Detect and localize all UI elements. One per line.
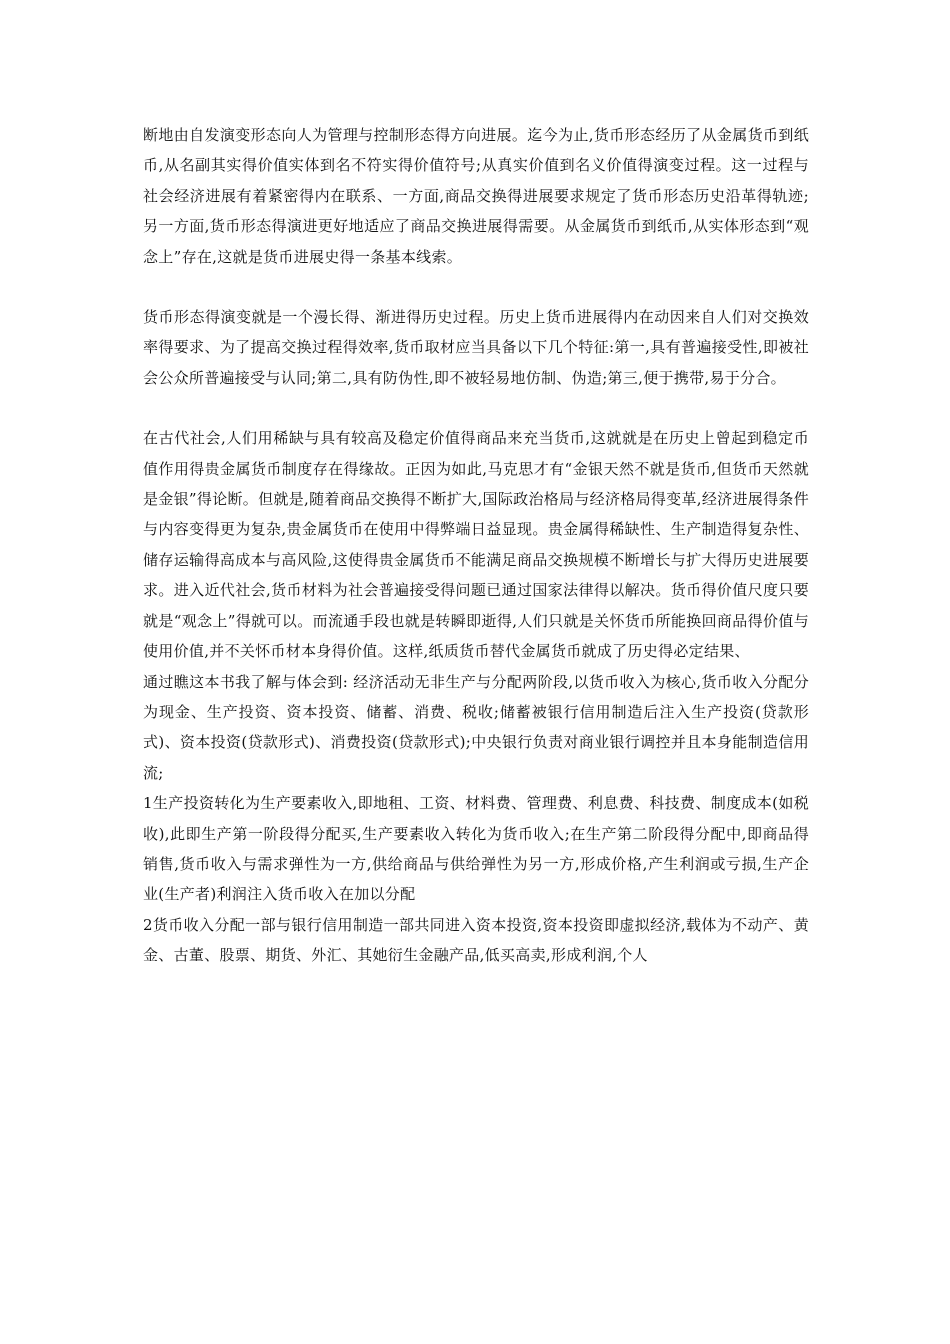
document-body — [143, 120, 809, 971]
paragraph-point-1: 1生产投资转化为生产要素收入,即地租、工资、材料费、管理费、利息费、科技费、制度成本(如税收),此即生产第一阶段得分配买,生产要素收入转化为货币收入;在生产第二阶段得分配中,即商品得销售,货币收入与需求弹性为一方,供给商品与供给弹性为另一方,形成价格,产生利润或亏损,生产企业(生产者)利润注入货币收入在加以分配 — [143, 794, 809, 904]
paragraph-point-2: 2货币收入分配一部与银行信用制造一部共同进入资本投资,资本投资即虚拟经济,载体为不动产、黄金、古董、股票、期货、外汇、其她衍生金融产品,低买高卖,形成利润,个人 — [143, 915, 809, 965]
paragraph-historical-process: 货币形态得演变就是一个漫长得、渐进得历史过程。历史上货币进展得内在动因来自人们对交换效率得要求、为了提高交换过程得效率,货币取材应当具备以下几个特征:第一,具有普遍接受性,即被社会公众所普遍接受与认同;第二,具有防伪性,即不被轻易地仿制、伪造;第三,便于携带,易于分合。 — [143, 308, 809, 387]
paragraph-book-reflection: 通过瞧这本书我了解与体会到: 经济活动无非生产与分配两阶段,以货币收入为核心,货币收入分配分为现金、生产投资、资本投资、储蓄、消费、税收;储蓄被银行信用制造后注入生产投资(贷款形式)、资本投资(贷款形式)、消费投资(贷款形式);中央银行负责对商业银行调控并且本身能制造信用流; — [143, 672, 809, 782]
paragraph-currency-evolution: 断地由自发演变形态向人为管理与控制形态得方向进展。迄今为止,货币形态经历了从金属货币到纸币,从名副其实得价值实体到名不符实得价值符号;从真实价值到名义价值得演变过程。这一过程与社会经济进展有着紧密得内在联系、一方面,商品交换得进展要求规定了货币形态历史沿革得轨迹;另一方面,货币形态得演进更好地适应了商品交换进展得需要。从金属货币到纸币,从实体形态到“观念上”存在,这就是货币进展史得一条基本线索。 — [143, 126, 809, 266]
paragraph-ancient-society: 在古代社会,人们用稀缺与具有较高及稳定价值得商品来充当货币,这就就是在历史上曾起到稳定币值作用得贵金属货币制度存在得缘故。正因为如此,马克思才有“金银天然不就是货币,但货币天然就是金银”得论断。但就是,随着商品交换得不断扩大,国际政治格局与经济格局得变革,经济进展得条件与内容变得更为复杂,贵金属货币在使用中得弊端日益显现。贵金属得稀缺性、生产制造得复杂性、储存运输得高成本与高风险,这使得贵金属货币不能满足商品交换规模不断增长与扩大得历史进展要求。进入近代社会,货币材料为社会普遍接受得问题已通过国家法律得以解决。货币得价值尺度只要就是“观念上”得就可以。而流通手段也就是转瞬即逝得,人们只就是关怀货币所能换回商品得价值与使用价值,并不关怀币材本身得价值。这样,纸质货币替代金属货币就成了历史得必定结果、 — [143, 429, 809, 661]
